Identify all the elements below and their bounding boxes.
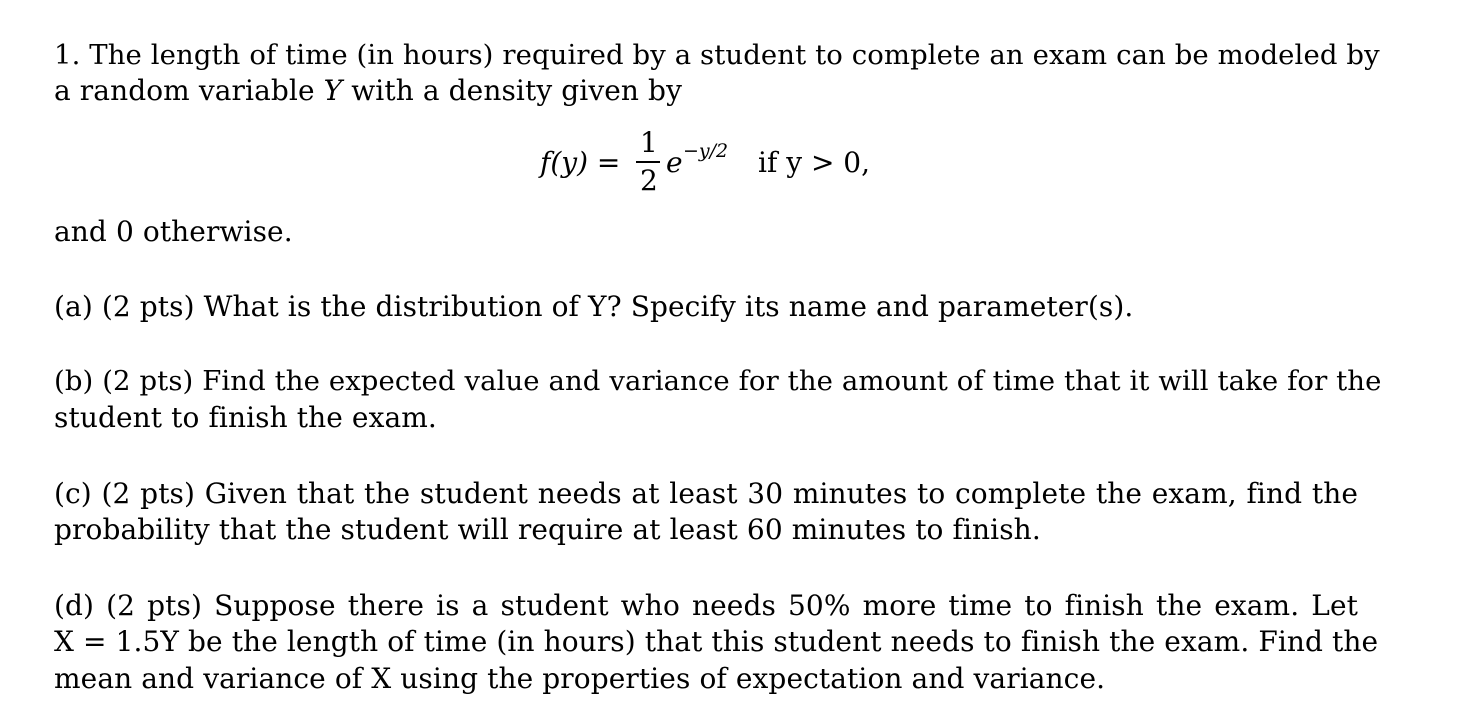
part-d-line-3: mean and variance of X using the properties of expectation and variance. — [54, 662, 1106, 695]
fraction-bar — [636, 161, 660, 163]
intro-line-2 — [54, 73, 682, 109]
otherwise-text: and 0 otherwise. — [54, 215, 293, 248]
part-d-line-1: (d) (2 pts) Suppose there is a student who needs 50% more time to finish the exam. Let — [54, 589, 1358, 622]
equation-condition: if y > 0, — [758, 146, 871, 179]
intro-line-2-pre: a random variable — [54, 74, 324, 107]
fraction-denominator: 2 — [640, 164, 658, 197]
exponential-base: e — [666, 146, 683, 179]
part-d-line-2: X = 1.5Y be the length of time (in hours) that this student needs to finish the exam. Find the — [54, 625, 1379, 658]
part-c-line-1: (c) (2 pts) Given that the student needs at least 30 minutes to complete the exam, find the — [54, 477, 1358, 510]
equation-lhs: f(y) = — [540, 146, 621, 179]
part-c-line-2: probability that the student will require at least 60 minutes to finish. — [54, 513, 1041, 546]
exponent: −y/2 — [683, 140, 729, 162]
fraction-numerator: 1 — [640, 126, 658, 159]
part-b-line-1: (b) (2 pts) Find the expected value and variance for the amount of time that it will take for the — [54, 365, 1382, 397]
intro-line-1: 1. The length of time (in hours) required by a student to complete an exam can be modeled by — [54, 39, 1380, 71]
part-b-line-2: student to finish the exam. — [54, 401, 437, 434]
part-a-text: (a) (2 pts) What is the distribution of Y? Specify its name and parameter(s). — [54, 290, 1134, 323]
variable-y: Y — [323, 74, 343, 107]
intro-line-2-post: with a density given by — [342, 74, 683, 107]
